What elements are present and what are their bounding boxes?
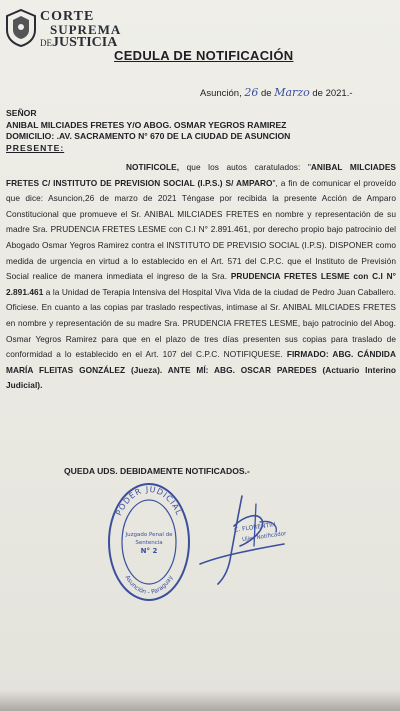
recipient-block xyxy=(6,108,398,154)
body-text-2: ", a fin de comunicar el proveído que dice: Asuncion,26 de marzo de 2021 Téngase por recibida la presente Acción de Amparo Constitucional que promueve el Sr. ANIBAL MILCIADES FRETES en nombre y representación de su madre Sra. PRUDENCIA FRETES LESME con C.I N° 2.891.461, por derecho propio bajo patrocinio del Abogado Osmar Yegros Ramirez contra el INSTITUTO DE PREVISIO SOCIAL (I.P.S). DISPONER como medida de urgencia en virtud a lo establecido en el Art. 571 del C.P.C. que el Instituto de Previsión Social realice de manera inmediata el ingreso de la Sra. xyxy=(6,177,396,282)
patient-id: PRUDENCIA FRETES LESME con C.I N° 2.891.461 xyxy=(6,271,396,297)
signature-mark xyxy=(180,486,300,596)
svg-text:Asunción - Paraguay xyxy=(124,574,175,596)
notification-body xyxy=(6,160,396,394)
stamp-ring-top: PODER JUDICIAL xyxy=(114,484,184,518)
date-place: Asunción, xyxy=(200,88,242,99)
brand-de: DE xyxy=(40,38,52,48)
stamp-line-3: N° 2 xyxy=(140,547,158,555)
body-text-1: que los autos caratulados: " xyxy=(179,162,311,172)
signed-by: FIRMADO: ABG. CÁNDIDA MARÍA FLEITAS GONZÁLEZ (Jueza). ANTE MÍ: ABG. OSCAR PAREDES (Actuario Interino Judicial). xyxy=(6,349,397,391)
case-caption: ANIBAL MILCIADES FRETES C/ INSTITUTO DE PREVISION SOCIAL (I.P.S.) S/ AMPARO xyxy=(6,162,396,188)
date-year: de 2021.- xyxy=(312,88,353,99)
salutation: SEÑOR xyxy=(6,108,37,118)
signature-role: Ujier Notificador xyxy=(241,530,287,544)
closing-line: QUEDA UDS. DEBIDAMENTE NOTIFICADOS.- xyxy=(64,466,250,476)
svg-text:PODER JUDICIAL xyxy=(114,485,184,517)
document-title: CEDULA DE NOTIFICACIÓN xyxy=(114,48,294,63)
date-de: de xyxy=(261,88,272,99)
notificole-word: NOTIFICOLE, xyxy=(126,162,180,172)
recipient-address: DOMICILIO: .AV. SACRAMENTO N° 670 DE LA CIUDAD DE ASUNCION xyxy=(6,131,291,141)
body-text-3: a la Unidad de Terapia Intensiva del Hospital Viva Vida de la ciudad de Pedro Juan Caballero. Oficiese. En cuanto a las copias par traslado respectivas, intimase al Sr. ANIBAL MILCIADES FRETES en nombre y representación de su madre Sra. PRUDENCIA FRETES LESME, bajo patrocinio del Abog. Osmar Yegros Ramirez para que en el plazo de tres días presenten sus copias para traslado de conformidad a lo establecido en el Art. 107 del C.P.C. NOTIFIQUESE. xyxy=(6,286,396,360)
date-month: Marzo xyxy=(274,86,310,99)
brand-line-suprema: SUPREMA xyxy=(50,22,122,37)
court-logo-text xyxy=(40,10,121,50)
presente-label: PRESENTE: xyxy=(6,142,65,153)
brand-justicia: JUSTICIA xyxy=(52,35,118,50)
stamp-line-1: Juzgado Penal de xyxy=(125,532,173,538)
signature-name: C. FLORENTIN xyxy=(233,521,276,534)
date-line xyxy=(200,86,353,99)
brand-line-corte: CORTE xyxy=(40,9,95,24)
stamp-line-2: Sentencia xyxy=(135,540,163,546)
brand-line-justicia xyxy=(40,36,121,50)
recipient-name: ANIBAL MILCIADES FRETES Y/O ABOG. OSMAR YEGROS RAMIREZ xyxy=(6,119,287,130)
page-edge-shadow xyxy=(0,690,400,711)
stamp-ring-bottom: Asunción - Paraguay xyxy=(123,574,175,596)
court-seal-icon xyxy=(4,8,38,48)
document-header xyxy=(4,8,396,64)
date-day: 26 xyxy=(244,86,259,99)
